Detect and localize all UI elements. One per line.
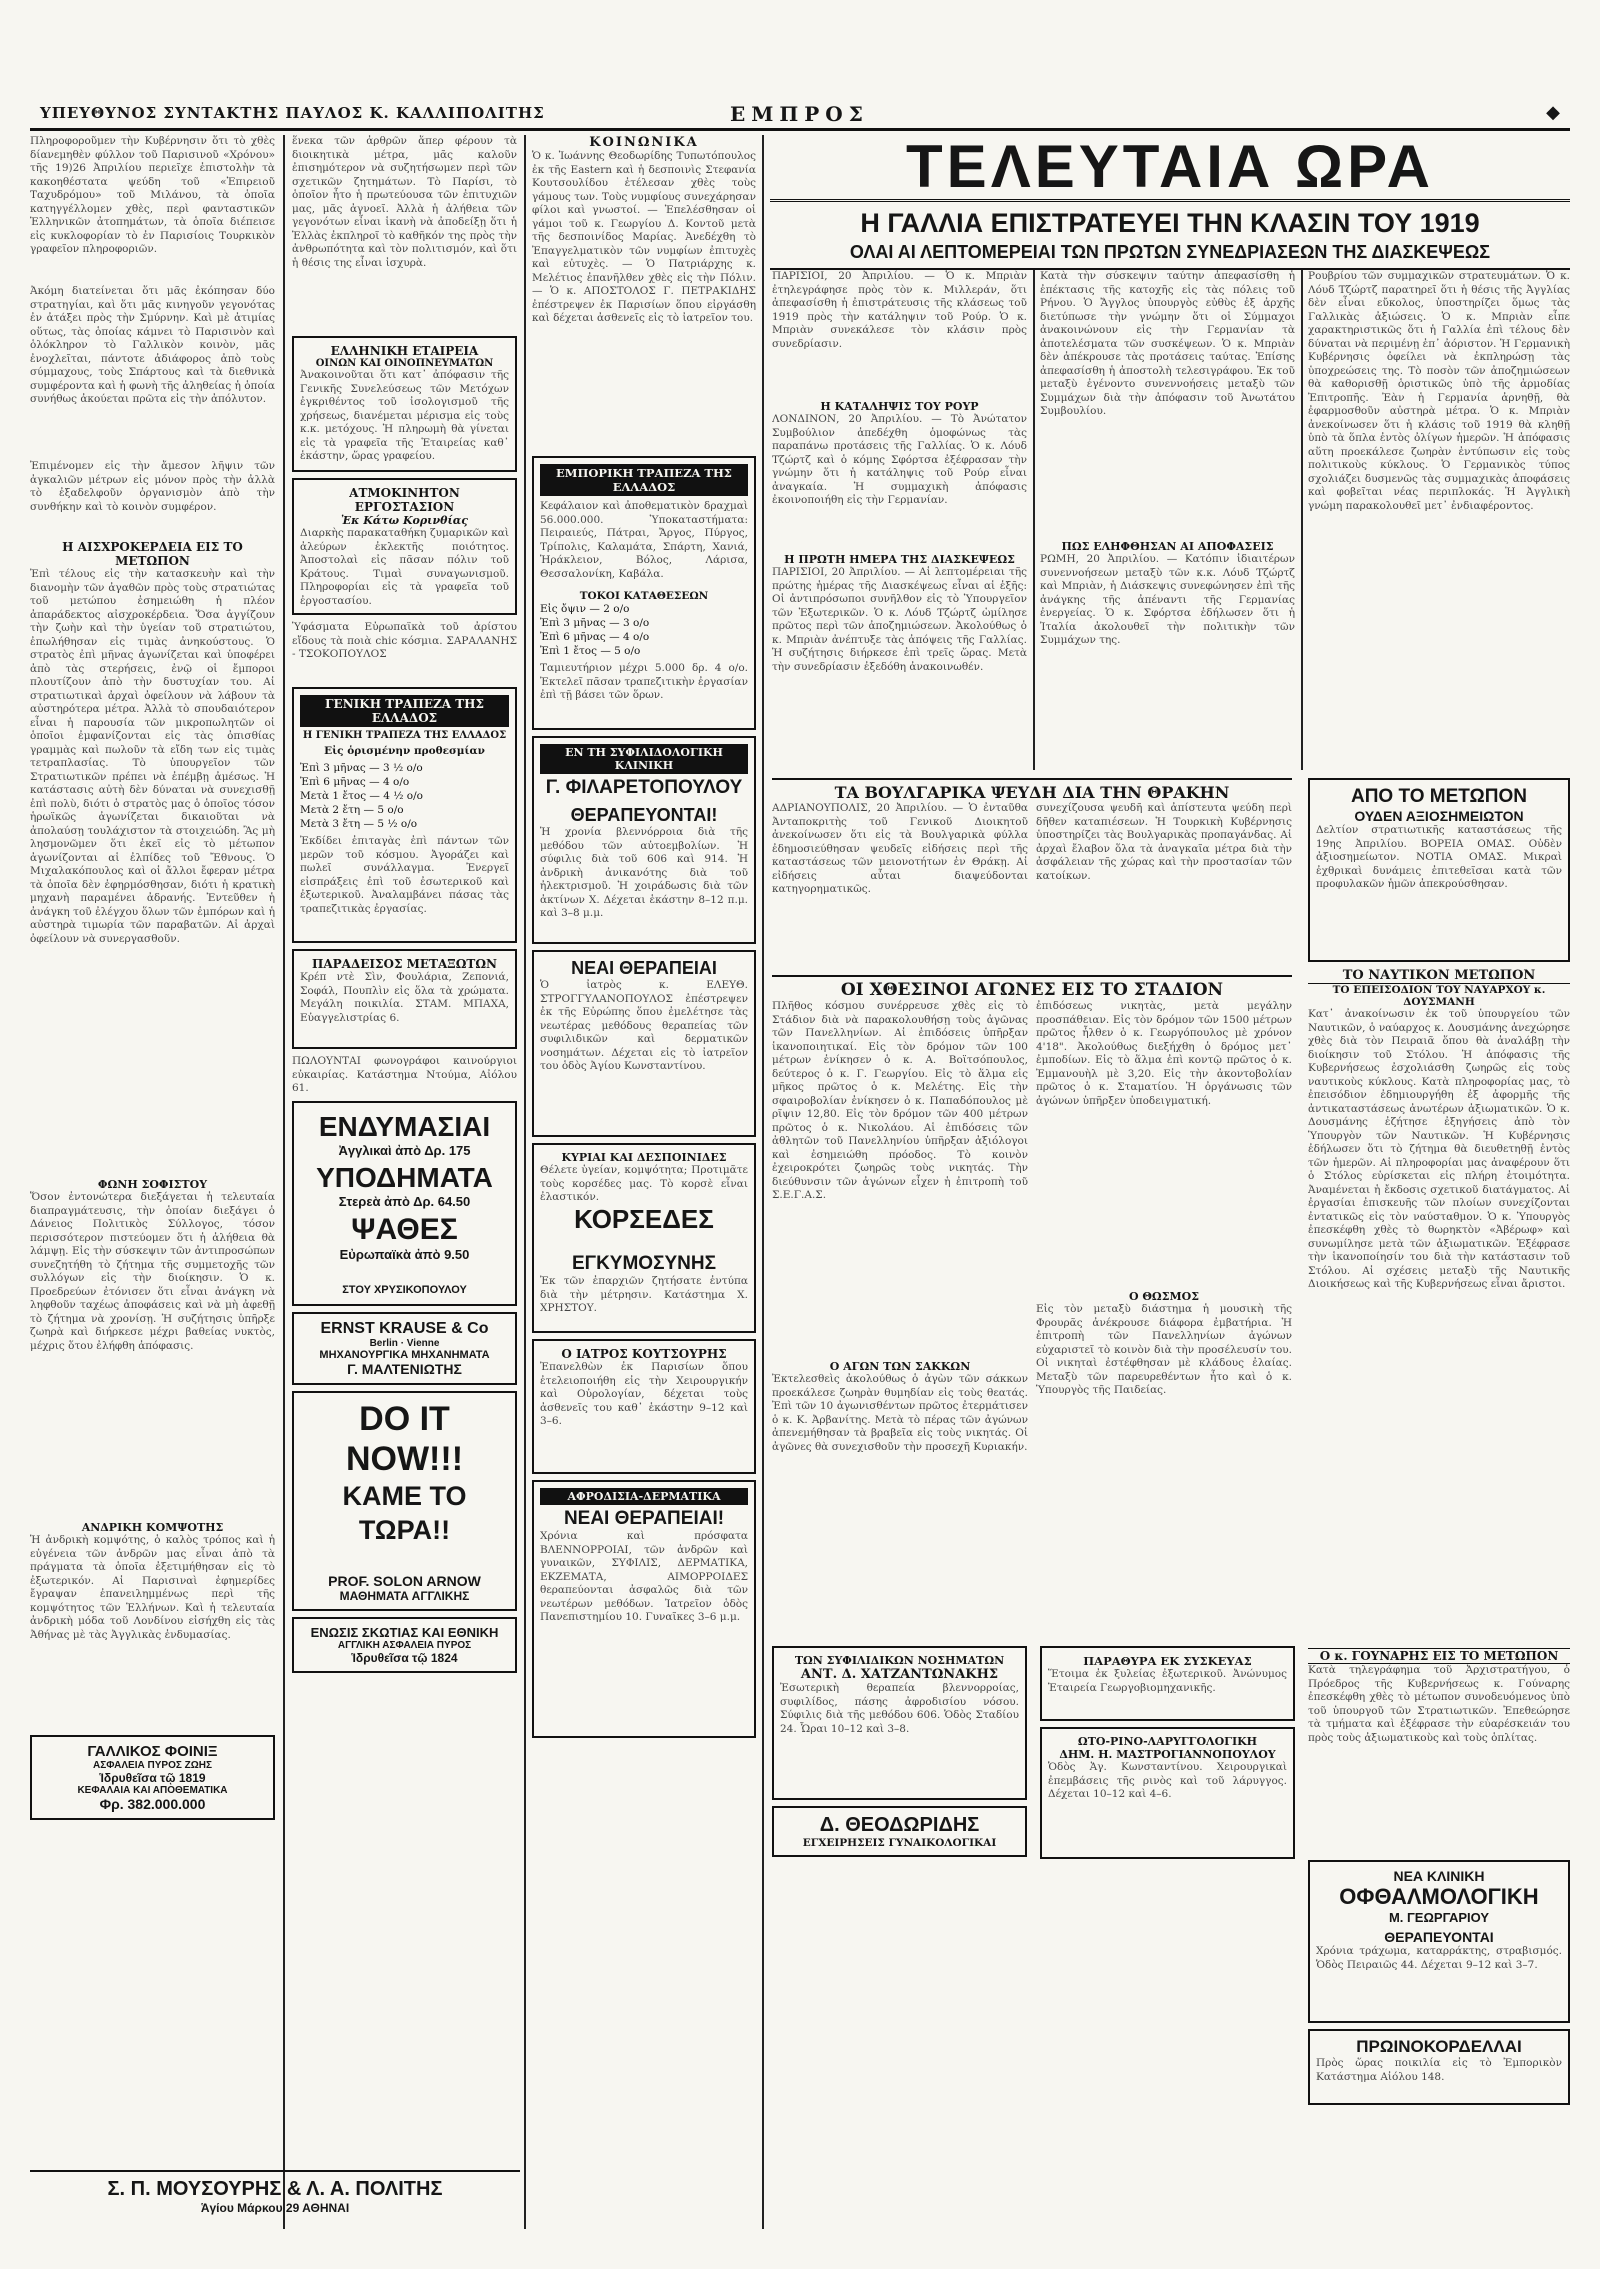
- ad-title: ΠΑΡΑΘΥΡΑ ΕΚ ΣΥΣΚΕΥΑΣ: [1083, 1654, 1252, 1668]
- bank-text: Κεφάλαιον καὶ ἀποθεματικὸν δραχμαὶ 56.000.000. Ὑποκαταστήματα: Πειραιεύς, Πάτραι, Ἄργος, Πύργος, Τρίπολις, Καλαμάτα, Σπάρτη, Χανιά, Ἡράκλειον, Βόλος, Λάρισα, Θεσσαλονίκη, Καβάλα.: [540, 500, 748, 580]
- paper-title: ΕΜΠΡΟΣ: [730, 102, 869, 126]
- bank-title: ΕΜΠΟΡΙΚΗ ΤΡΑΠΕΖΑ ΤΗΣ ΕΛΛΑΔΟΣ: [540, 464, 748, 496]
- ad-text: Ἕτοιμα ἐκ ξυλείας ἐξωτερικοῦ. Ἀνώνυμος Ἑταιρεία Γεωργοβιομηχανικῆς.: [1048, 1668, 1287, 1694]
- ad-ophthalmology: [1308, 1860, 1570, 2023]
- article-text: Ἐπὶ τέλους εἰς τὴν κατασκευὴν καὶ τὴν διανομὴν τῶν ἀγαθῶν πρὸς τοὺς στρατιώτας τοῦ μετώπου ἐσημειώθη ἡ πλέον ἀπαράδεκτος αἰσχροκέρδεια. Ὅσα ἀγγίζουν τὴν ζωὴν καὶ τὴν ὑγείαν τοῦ στρατιώτου, ἐπωλήθησαν εἰς τιμὰς ἀνηκούστους. Ὁ στρατὸς ἐπὶ μῆνας ἀγωνίζεται καὶ ὑποφέρει ἀπὸ τὰς στερήσεις, ἐνῷ οἱ ἔμποροι πλουτίζουν ἀπὸ τὴν δυστυχίαν του. Αἱ στρατιωτικαὶ ἀρχαὶ ὀφείλουν νὰ λάβουν τὰ αὐστηρότερα μέτρα. Ἀλλὰ τὸ σπουδαιότερον εἶναι ἡ παρουσία τῶν μικροπωλητῶν οἱ ὁποῖοι ἐμφανίζονται εἰς τὰς ὀπισθίας γραμμὰς καὶ πωλοῦν τὰ εἴδη των εἰς τιμὰς τετραπλασίας. Τὸ ὑπουργεῖον τῶν Στρατιωτικῶν πρέπει νὰ ἐπέμβῃ ἀμέσως. Ἡ κατάστασις αὐτὴ δὲν δύναται νὰ συνεχισθῇ ἐπὶ πολὺ, διότι ὁ στρατὸς μας ὁ ὁποῖος τόσον ἡρωϊκῶς ἀγωνίζεται δικαιοῦται νὰ ἀπολαύσῃ τουλάχιστον τὰ στοιχειώδη. Ἂς μὴ λησμονῶμεν ὅτι ἐκεῖ εἰς τὸ μέτωπον ἀγωνίζονται αἱ ἐλπίδες τοῦ Ἔθνους. Ὁ Μιχαλακόπουλος καὶ οἱ ἄλλοι ἔφεραν μέτρα τὰ ὁποῖα δὲν ἐφηρμόσθησαν, διότι ἡ κρατικὴ μηχανὴ παραμένει ἀδρανής. Ἐντεῦθεν ἡ ἀνάγκη τοῦ ἐλέγχου ὅλων τῶν ἐμπόρων καὶ ἡ αὐστηρὰ τιμωρία τῶν παραβατῶν. Αἱ ἀρχαὶ ὀφείλουν νὰ συνεργασθοῦν.: [30, 568, 275, 945]
- ad-caption: ΘΕΡΑΠΕΥΟΝΤΑΙ: [1384, 1929, 1494, 1945]
- ad-headline: ΠΡΩΙΝΟΚΟΡΔΕΛΛΑΙ: [1356, 2037, 1522, 2056]
- ad-headline: ΥΠΟΔΗΜΑΤΑ: [316, 1162, 493, 1193]
- ad-headline: DO IT NOW!!!: [345, 1400, 464, 1478]
- rate-row: Μετὰ 1 ἔτος — 4 ½ ο/ο: [300, 790, 423, 802]
- ad-year: Ἱδρυθεῖσα τῷ 1819: [99, 1771, 206, 1785]
- interest-row: Ἐπὶ 6 μῆνας — 4 ο/ο: [540, 631, 650, 643]
- clinic-text: Ἡ χρονία βλεννόρροια διὰ τῆς μεθόδου τῶν αὐτοεμβολίων. Ἡ σύφιλις διὰ τοῦ 606 καὶ 914. Ἡ ἀνδρικὴ ἀνικανότης διὰ τοῦ ἠλεκτρισμοῦ. Ἡ χοιράδωσις διὰ τῶν ἀκτίνων Χ. Δέχεται ἑκάστην 8–12 π.μ. καὶ 3–8 μ.μ.: [540, 826, 748, 919]
- section-heading: ΑΠΟ ΤΟ ΜΕΤΩΠΟΝ: [1350, 786, 1528, 807]
- rate-row: Ἐπὶ 3 μῆνας — 3 ½ ο/ο: [300, 762, 423, 774]
- bulgarian-article: [772, 778, 1292, 972]
- bank-title: ΓΕΝΙΚΗ ΤΡΑΠΕΖΑ ΤΗΣ ΕΛΛΑΔΟΣ: [300, 695, 509, 727]
- ad-subtitle: ΕΓΧΕΙΡΗΣΕΙΣ ΓΥΝΑΙΚΟΛΟΓΙΚΑΙ: [802, 1837, 997, 1849]
- ad-doctor: ΔΗΜ. Η. ΜΑΣΤΡΟΓΙΑΝΝΟΠΟΥΛΟΥ: [1059, 1748, 1276, 1761]
- ad-commercial-bank: [532, 456, 756, 730]
- ad-syphilis-clinic: [532, 736, 756, 944]
- ad-text: Ἐπανελθὼν ἐκ Παρισίων ὅπου ἐτελειοποιήθη εἰς τὴν Χειρουργικήν καὶ Οὐρολογίαν, δέχεται τοὺς ἀσθενεῖς του καθ᾽ ἑκάστην 9–12 καὶ 3–6.: [540, 1361, 748, 1427]
- ad-text: Ἐκ τῶν ἐπαρχιῶν ζητήσατε ἐντύπα διὰ τὴν μέτρησιν. Κατάστημα Χ. ΧΡΗΣΤΟΥ.: [540, 1275, 748, 1314]
- ad-headline: ΝΕΑΙ ΘΕΡΑΠΕΙΑΙ!: [563, 1508, 725, 1529]
- article-text: Κατὰ τηλεγράφημα τοῦ Ἀρχιστρατήγου, ὁ Πρόεδρος τῆς Κυβερνήσεως κ. Γούναρης ἐπεσκέφθη χθὲς τὸ μέτωπον συνοδευόμενος ὑπὸ τοῦ ὑπουργοῦ τῶν Στρατιωτικῶν. Ἐπεθεώρησε τὰ τμήματα καὶ ἐξέφρασε τὴν εὐαρέσκειάν του πρὸς τοὺς ἀξιωματικοὺς καὶ τοὺς ὁπλίτας.: [1308, 1664, 1570, 1744]
- ad-steam-factory: [292, 478, 517, 615]
- ad-price: Εὐρωπαϊκὰ ἀπὸ 9.50: [339, 1247, 470, 1262]
- article-text: Κατ᾽ ἀνακοίνωσιν ἐκ τοῦ ὑπουργείου τῶν Ναυτικῶν, ὁ ναύαρχος κ. Δουσμάνης ἀνεχώρησε χθὲς διὰ τὸν Πειραιᾶ ὅπου θὰ ἀναλάβῃ τὴν διοίκησιν τοῦ Στόλου. Ἡ ἀπόφασις τῆς Κυβερνήσεως ἐσχολιάσθη ζωηρῶς εἰς τοὺς ναυτικοὺς κύκλους. Κατὰ πληροφορίας μας, τὸ ἐπεισόδιον ἐδημιουργήθη ἐξ ἀφορμῆς τῆς ἀντικαταστάσεως ἀνωτέρων ἀξιωματικῶν. Ὁ κ. Δουσμάνης ἐζήτησε ἐξηγήσεις ἀπὸ τὸν Ὑπουργὸν τῶν Ναυτικῶν. Ἡ Κυβέρνησις ἐδήλωσεν ὅτι τὸ ζήτημα θὰ διευθετηθῇ ἐντὸς τῶν ἡμερῶν. Αἱ πληροφορίαι μας ἀναφέρουν ὅτι ὁ Στόλος εὑρίσκεται εἰς πλήρη ἑτοιμότητα. Ἀναμένεται ἡ ἔκδοσις σχετικοῦ διατάγματος. Αἱ ἐργασίαι ἐπισκευῆς τῶν πλοίων συνεχίζονται ἐντατικῶς εἰς τὸν ναύσταθμον. Ὁ κ. Ὑπουργὸς ἐπεσκέφθη χθὲς τὸ θωρηκτὸν «Ἀβέρωφ» καὶ συνωμίλησε μετὰ τῶν ἀξιωματικῶν. Ἐξέφρασε τὴν ἱκανοποίησίν του διὰ τὴν κατάστασιν τοῦ Στόλου. Αἱ σχέσεις μεταξὺ τῆς Ναυτικῆς Διοικήσεως καὶ τῆς Κυβερνήσεως εἶναι ἄριστοι.: [1308, 1008, 1570, 1290]
- column-rule: [762, 135, 764, 2229]
- ad-subject: ΜΑΘΗΜΑΤΑ ΑΓΓΛΙΚΗΣ: [339, 1589, 470, 1603]
- rates-list: [300, 761, 509, 831]
- ad-clothing: [292, 1101, 517, 1306]
- news-col-5: [1040, 270, 1295, 770]
- column-1: [30, 135, 275, 2229]
- interest-row: Εἰς ὄψιν — 2 ο/ο: [540, 603, 630, 615]
- ad-subtitle: ΟΙΝΩΝ ΚΑΙ ΟΙΝΟΠΝΕΥΜΑΤΩΝ: [315, 358, 494, 369]
- editor-line: ΥΠΕΥΘΥΝΟΣ ΣΥΝΤΑΚΤΗΣ ΠΑΥΛΟΣ Κ. ΚΑΛΛΙΠΟΛΙΤΗΣ: [40, 104, 545, 122]
- ad-silk-paradise: [292, 949, 517, 1049]
- ad-price: Ἀγγλικαὶ ἀπὸ Δρ. 175: [338, 1143, 471, 1158]
- banner-title: ΤΕΛΕΥΤΑΙΑ ΩΡΑ: [770, 135, 1570, 202]
- section-heading: Ο ΑΓΩΝ ΤΩΝ ΣΑΚΚΩΝ: [829, 1360, 971, 1373]
- article-text: ἐπιδόσεως νικητὰς, μετὰ μεγάλην προσπάθειαν. Εἰς τὸν δρόμον τῶν 1500 μέτρων πρῶτος ἦλθεν ὁ κ. Γεωργόπουλος μὲ χρόνον 4'18". Ἀκολούθως διεξήχθη ὁ δρόμος μετ᾽ ἐμποδίων. Εἰς τὸ ἅλμα ἐπὶ κοντῷ πρῶτος ὁ κ. Ἐμμανουὴλ μὲ 3,20. Εἰς τὴν ἀκοντοβολίαν πρῶτος ὁ κ. Σταματίου. Ἡ ὀργάνωσις τῶν ἀγώνων ὑπῆρξεν ὑποδειγματική.: [1036, 1000, 1292, 1107]
- ad-caption: ΜΗΧΑΝΟΥΡΓΙΚΑ ΜΗΧΑΝΗΜΑΤΑ: [319, 1349, 490, 1361]
- article-text: Ἡ ἀνδρικὴ κομψότης, ὁ καλὸς τρόπος καὶ ἡ εὐγένεια τῶν ἀνδρῶν μας εἶναι ἀπὸ τὰ πράγματα τὰ ὁποῖα ἐξετιμήθησαν εἰς τὸ ἐξωτερικόν. Αἱ Παρισιναὶ ἐφημερίδες ἔγραψαν ἐπανειλημμένως περὶ τῆς κομψότητος τῶν Ἑλλήνων. Καὶ ἡ τελευταία ἀνδρικὴ μόδα τοῦ Λονδίνου εἰσήχθη εἰς τὰς Ἀθήνας μὲ τὰς Ἀγγλικὰς ἐνδυμασίας.: [30, 1534, 275, 1641]
- ad-box: [772, 1646, 1027, 1800]
- ad-doctor: ΑΝΤ. Δ. ΧΑΤΖΑΝΤΩΝΑΚΗΣ: [800, 1667, 999, 1682]
- ad-title: ΕΛΛΗΝΙΚΗ ΕΤΑΙΡΕΙΑ: [330, 344, 479, 358]
- news-col-4: [772, 270, 1027, 770]
- ad-text: Πρὸς ὥρας ποικιλία εἰς τὸ Ἐμπορικὸν Κατάστημα Αἰόλου 148.: [1316, 2057, 1562, 2083]
- ad-teacher: PROF. SOLON ARNOW: [328, 1573, 481, 1589]
- section-subheading: ΤΟ ΕΠΕΙΣΟΔΙΟΝ ΤΟΥ ΝΑΥΑΡΧΟΥ κ. ΔΟΥΣΜΑΝΗ: [1332, 984, 1546, 1008]
- article-text: Ἐπιμένομεν εἰς τὴν ἄμεσον λῆψιν τῶν ἀγκαλιῶν μέτρων εἰς μόνον πρὸς τὴν ἀλλὰ τὸ ἐξαδελφοῦν ὀργανισμὸν ἀπὸ τὴν συνθήκην καὶ τὸ κοινὸν συμφέρον.: [30, 460, 275, 513]
- ad-do-it-now: [292, 1391, 517, 1611]
- bank-text: Ταμιευτήριον μέχρι 5.000 δρ. 4 ο/ο. Ἐκτελεῖ πᾶσαν τραπεζιτικὴν ἐργασίαν ἐπὶ τῇ βάσει τῶν ὅρων.: [540, 662, 748, 701]
- ad-ribbons: [1308, 2029, 1570, 2105]
- ad-shop: ΣΤΟΥ ΧΡΥΣΙΚΟΠΟΥΛΟΥ: [342, 1284, 467, 1296]
- ad-text: Κρέπ ντὲ Σὶν, Φουλάρια, Ζεπονιά, Σοφάλ, Πουπλὶν εἰς ὅλα τὰ χρώματα. Μεγάλη ποικιλία. ΣΤΑΜ. ΜΠΑΧΑ, Εὐαγγελιστρίας 6.: [300, 971, 509, 1024]
- ad-title: ΑΤΜΟΚΙΝΗΤΟΝ ΕΡΓΟΣΤΑΣΙΟΝ: [349, 486, 460, 514]
- column-rule: [524, 135, 526, 2229]
- masthead: [30, 102, 1570, 131]
- ad-title: ΕΝΩΣΙΣ ΣΚΩΤΙΑΣ ΚΑΙ ΕΘΝΙΚΗ: [310, 1625, 499, 1640]
- main-headline: Η ΓΑΛΛΙΑ ΕΠΙΣΤΡΑΤΕΥΕΙ ΤΗΝ ΚΛΑΣΙΝ ΤΟΥ 1919: [860, 208, 1480, 238]
- ad-headline: ΝΕΑΙ ΘΕΡΑΠΕΙΑΙ: [571, 958, 717, 978]
- rates-heading: Εἰς ὁρισμένην προθεσμίαν: [324, 745, 485, 757]
- article-text: ΡΩΜΗ, 20 Ἀπριλίου. — Κατόπιν ἰδιαιτέρων συνεννοήσεων μεταξὺ τῶν κ.κ. Λόυδ Τζώρτζ καὶ Μπριὰν, ἡ Διάσκεψις συνεφώνησεν ἐπὶ τῆς ἀνάγκης τῆς ἀπέναντι τῆς Γερμανίας ἐνεργείας. Ὁ κ. Σφόρτσα ἐδήλωσεν ὅτι ἡ Ἰταλία ἀκολουθεῖ τὴν πολιτικὴν τῶν Συμμάχων της.: [1040, 553, 1295, 646]
- interest-row: Ἐπὶ 1 ἔτος — 5 ο/ο: [540, 645, 641, 657]
- section-heading: ΟΙ ΧΘΕΣΙΝΟΙ ΑΓΩΝΕΣ ΕΙΣ ΤΟ ΣΤΑΔΙΟΝ: [840, 980, 1224, 1000]
- ad-windows: [1040, 1646, 1295, 1721]
- ad-title: ΠΑΡΑΔΕΙΣΟΣ ΜΕΤΑΞΩΤΩΝ: [311, 957, 498, 971]
- ad-text: Θέλετε ὑγείαν, κομψότητα; Προτιμᾶτε τοὺς κορσέδες μας. Τὸ κορσὲ εἶναι ἐλαστικόν.: [540, 1164, 748, 1203]
- ad-doctor: Δ. ΘΕΟΔΩΡΙΔΗΣ: [819, 1814, 980, 1836]
- section-heading: ΦΩΝΗ ΣΟΦΙΣΤΟΥ: [97, 1178, 208, 1191]
- article-text: ΠΑΡΙΣΙΟΙ, 20 Ἀπριλίου. — Ὁ κ. Μπριὰν ἐτηλεγράφησε πρὸς τὸν κ. Μιλλεράν, ὅτι ἀπεφασίσθη ἡ ἐπιστράτευσις τῆς κλάσεως τοῦ 1919 πρὸς τὴν κατάληψιν τοῦ Ρούρ. Ὁ κ. Μπριὰν συνεκάλεσε τὸν κλάσιν πρὸς συνεδρίασιν.: [772, 270, 1027, 350]
- article-text: Ἀκόμη διατείνεται ὅτι μᾶς ἐκόπησαν δύο στρατηγίαι, καὶ ὅτι μᾶς κινηγοῦν γεγονότας ἐν ἀτάξει πρὸς τὴν Σμύρνην. Καὶ μὲ ἀτιμίας οὕτως, τὰς ὁποίας κάμνει τὸ Παρισινὸν καὶ ὁλόκληρον τὸ Γαλλικὸν κοινὸν, μᾶς ἐνοχλεῖται, πάντοτε ἀδιάφορος ἀπὸ τοὺς σύμμαχους, τοὺς Σπάρτους καὶ τὰ διεθνικὰ συμφέροντα καὶ ἡ φωνὴ τῆς ἀληθείας ἡ ὁποία συνήθως ἀκούεται πρῶτα εἰς τὴν ἀπόλυτον.: [30, 285, 275, 405]
- ad-subtitle: ΚΥΡΙΑΙ ΚΑΙ ΔΕΣΠΟΙΝΙΔΕΣ: [561, 1151, 727, 1164]
- section-heading: Ο κ. ΓΟΥΝΑΡΗΣ ΕΙΣ ΤΟ ΜΕΤΩΠΟΝ: [1308, 1648, 1570, 1664]
- ad-title: ERNST KRAUSE & Co: [320, 1320, 489, 1337]
- section-heading: ΤΑ ΒΟΥΛΓΑΡΙΚΑ ΨΕΥΔΗ ΔΙΑ ΤΗΝ ΘΡΑΚΗΝ: [834, 783, 1230, 802]
- column-2: [292, 135, 517, 2229]
- ad-theodoridis: [772, 1806, 1027, 1857]
- section-heading: ΤΟ ΝΑΥΤΙΚΟΝ ΜΕΤΩΠΟΝ: [1308, 968, 1570, 984]
- article-text: Πλῆθος κόσμου συνέρρευσε χθὲς εἰς τὸ Στάδιον διὰ νὰ παρακολουθήσῃ τοὺς ἀγῶνας τῶν Πανελληνίων. Αἱ ἐπιδόσεις ὑπῆρξαν ἱκανοποιητικαί. Εἰς τὸν δρόμον τῶν 100 μέτρων ἐνίκησεν ὁ κ. Α. Βοϊτσόπουλος, δεύτερος ὁ κ. Γ. Γεωργίου. Εἰς τὸ ἅλμα εἰς μῆκος πρῶτος ὁ κ. Μελέτης. Εἰς τὴν σφαιροβολίαν ἐνίκησεν ὁ κ. Παπαδόπουλος μὲ ρῖψιν 12,80. Εἰς τὸν δρόμον τῶν 400 μέτρων πρῶτος ὁ κ. Νικολάου. Αἱ ἐπιδόσεις τῶν ἀθλητῶν τοῦ Πανελληνίου ὑπῆρξαν ἀξιόλογοι καὶ ἐσημειώθη πρόοδος. Τὸ κοινὸν ἐχειροκρότει ζωηρῶς τοὺς νικητάς. Τὴν διεύθυνσιν τῶν ἀγώνων εἶχεν ἡ ἐπιτροπὴ τοῦ Σ.Ε.Γ.Α.Σ.: [772, 1000, 1028, 1201]
- ad-doctor: Μ. ΓΕΩΡΓΑΡΙΟΥ: [1388, 1910, 1490, 1925]
- ad-new-therapies: [532, 950, 756, 1137]
- section-heading: ΠΩΣ ΕΛΗΦΘΗΣΑΝ ΑΙ ΑΠΟΦΑΣΕΙΣ: [1061, 540, 1274, 553]
- ad-oto-clinic: [1040, 1727, 1295, 1859]
- late-news-section: [770, 135, 1570, 270]
- article-text: ἕνεκα τῶν ἀρθρῶν ἅπερ φέρουν τὰ διοικητικὰ μέτρα, μᾶς καλοῦν ἐπισημότερον νὰ συζητήσωμεν περὶ τῶν σχετικῶν ζητημάτων. Τὸ Παρίσι, τὸ ὁποῖον ἦτο ἡ πρωτεύουσα τῶν ἐπιτυχιῶν μας, μᾶς ἀγνοεῖ. Ἀλλὰ ἡ ἀλήθεια τῶν γεγονότων εἶναι ἱκανὴ νὰ ἀποδείξῃ ὅτι ἡ Ἑλλὰς ἐκπληροῖ τὸ καθῆκόν της πρὸς τὴν ἀνθρωπότητα καὶ τὸν πολιτισμόν, καὶ ὅτι ἡ θέσις της εἶναι ἰσχυρὰ.: [292, 135, 517, 269]
- ad-headline: ΚΟΡΣΕΔΕΣ: [574, 1204, 714, 1234]
- column-3: [532, 135, 756, 2229]
- ad-title: ΩΤΟ-ΡΙΝΟ-ΛΑΡΥΓΓΟΛΟΓΙΚΗ: [1077, 1735, 1258, 1748]
- interest-row: Ἐπὶ 3 μῆνας — 3 ο/ο: [540, 617, 650, 629]
- news-col-6: [1308, 270, 1570, 770]
- ad-headline: ΕΝΔΥΜΑΣΙΑΙ: [318, 1111, 491, 1142]
- column-rule: [283, 135, 285, 2229]
- stadium-article: [772, 975, 1292, 1603]
- agents-banner: [30, 2170, 520, 2215]
- bank-subtitle: Η ΓΕΝΙΚΗ ΤΡΑΠΕΖΑ ΤΗΣ ΕΛΛΑΔΟΣ: [302, 730, 507, 741]
- ad-subtitle: Ἐκ Κάτω Κορινθίας: [341, 514, 468, 527]
- clinic-headline: ΘΕΡΑΠΕΥΟΝΤΑΙ!: [570, 805, 718, 825]
- ad-headline: Ο ΙΑΤΡΟΣ ΚΟΥΤΣΟΥΡΗΣ: [561, 1347, 727, 1361]
- ad-wine-company: [292, 336, 517, 472]
- ad-headline: ΟΦΘΑΛΜΟΛΟΓΙΚΗ: [1339, 1884, 1539, 1909]
- ad-text: Χρόνια τράχωμα, καταρράκτης, στραβισμός. Ὁδὸς Πειραιῶς 44. Δέχεται 9–12 καὶ 3–7.: [1316, 1945, 1562, 1971]
- interest-list: [540, 602, 748, 658]
- ad-title: ΤΩΝ ΣΥΦΙΛΙΔΙΚΩΝ ΝΟΣΗΜΑΤΩΝ: [794, 1654, 1005, 1667]
- main-subhead: ΟΛΑΙ ΑΙ ΛΕΠΤΟΜΕΡΕΙΑΙ ΤΩΝ ΠΡΩΤΩΝ ΣΥΝΕΔΡΙΑΣΕΩΝ ΤΗΣ ΔΙΑΣΚΕΨΕΩΣ: [770, 240, 1570, 270]
- ad-headline: ΕΓΚΥΜΟΣΥΝΗΣ: [571, 1253, 716, 1274]
- ad-year: Ἱδρυθεῖσα τῷ 1824: [351, 1651, 458, 1665]
- clinic-title: ΕΝ ΤΗ ΣΥΦΙΛΙΔΟΛΟΓΙΚΗ ΚΛΙΝΙΚΗ: [540, 744, 748, 774]
- interest-heading: ΤΟΚΟΙ ΚΑΤΑΘΕΣΕΩΝ: [579, 590, 709, 602]
- ad-doctor-koutsouris: [532, 1339, 756, 1474]
- article-text: Ὁ κ. Ἰωάννης Θεοδωρίδης Τυπωτόπουλος ἐκ τῆς Eastern καὶ ἡ δεσποινὶς Στεφανία Κουτσουλίδου ἐτέλεσαν χθὲς τοὺς γάμους των. Τοὺς νυμφίους συνεχάρησαν φίλοι καὶ γνωστοί. — Ἐπελέσθησαν οἱ γάμοι τοῦ κ. Γεωργίου Δ. Κοντοῦ μετὰ τῆς δεσποινίδος Μαρίας. Ἀνεδέχθη τὸ Ἐπαγγελματικὸν τῶν νυμφίων ἐπιτυχὲς καὶ εὐτυχὲς. — Ὁ Πατριάρχης κ. Μελέτιος ἐπανῆλθεν χθὲς εἰς τὴν Πόλιν. — Ὁ κ. ΑΠΟΣΤΟΛΟΣ Γ. ΠΕΤΡΑΚΙΔΗΣ ἐπέστρεψεν ἐκ Παρισίων ὅπου εἰργάσθη καὶ δέχεται ἀσθενεῖς εἰς τὸ ἰατρεῖον του.: [532, 150, 756, 324]
- ad-text: Ὁ ἰατρὸς κ. ΕΛΕΥΘ. ΣΤΡΟΓΓΥΛΑΝΟΠΟΥΛΟΣ ἐπέστρεψεν ἐκ τῆς Εὐρώπης ὅπου ἐμελέτησε τὰς νεωτέρας μεθόδους θεραπείας τῶν συφιλιδικῶν καὶ δερματικῶν νοσημάτων. Δέχεται εἰς τὸ ἰατρεῖον του ὁδὸς Ἀγίου Κωνσταντίνου.: [540, 979, 748, 1072]
- bank-text: Ἐκδίδει ἐπιταγὰς ἐπὶ πάντων τῶν μερῶν τοῦ κόσμου. Ἀγοράζει καὶ πωλεῖ συνάλλαγμα. Ἐνεργεῖ εἰσπράξεις ἐπὶ τοῦ ἐσωτερικοῦ καὶ ἐξωτερικοῦ. Ἀναλαμβάνει πάσας τὰς τραπεζιτικὰς ἐργασίας.: [300, 835, 509, 915]
- ad-headline: ΚΑΜΕ ΤΟ ΤΩΡΑ!!: [342, 1481, 467, 1545]
- article-text: ΠΑΡΙΣΙΟΙ, 20 Ἀπριλίου. — Αἱ λεπτομέρειαι τῆς πρώτης ἡμέρας τῆς Διασκέψεως εἶναι αἱ ἑξῆς: Οἱ ἀντιπρόσωποι συνῆλθον εἰς τὸ Ὑπουργεῖον τῶν Ἐξωτερικῶν. Ὁ κ. Λόυδ Τζώρτζ ὡμίλησε πρῶτος περὶ τῶν ἀποζημιώσεων. Ἀκολούθως ὁ κ. Μπριὰν ἀνέπτυξε τὰς ἀπόψεις τῆς Γαλλίας. Ἡ συζήτησις διήρκεσε ἐπὶ τρεῖς ὥρας. Μετὰ τὴν συνεδρίασιν ἐξεδόθη ἀνακοινωθέν.: [772, 566, 1027, 673]
- clinic-doctor: Γ. ΦΙΛΑΡΕΤΟΠΟΥΛΟΥ: [545, 777, 743, 798]
- section-heading: ΑΝΔΡΙΚΗ ΚΟΜΨΟΤΗΣ: [81, 1521, 224, 1534]
- ad-subtitle: ΑΣΦΑΛΕΙΑ ΠΥΡΟΣ ΖΩΗΣ: [93, 1760, 212, 1771]
- article-text: Κατὰ τὴν σύσκεψιν ταύτην ἀπεφασίσθη ἡ ἐπέκτασις τῆς κατοχῆς εἰς τὰς πόλεις τοῦ Ρήνου. Ὁ Ἄγγλος ὑπουργὸς εὐθὺς ἐξ ἀρχῆς διετύπωσε τὴν γνώμην ὅτι οἱ Σύμμαχοι ἀνακοινώνουν εἰς τὴν Γερμανίαν τὰ ἀποτελέσματα τῶν συσκέψεων. Ὁ κ. Μπριὰν δὲν ἀπέκρουσε τὰς προτάσεις ταύτας. Ἐπίσης ἀπεφασίσθη ἡ ἀποστολὴ τελεσιγράφου. Ἐκ τοῦ μεταξὺ ἐγένοντο συνεννοήσεις μεταξὺ τῶν Συμμάχων διὰ τὴν ἀπόφασιν τοῦ Ἀνωτάτου Συμβουλίου.: [1040, 270, 1295, 417]
- ad-text: Ἐσωτερικὴ θεραπεία βλεννορροίας, συφιλίδος, πάσης ἀφροδισίου νόσου. Σύφιλις διὰ τῆς μεθόδου 606. Ὁδὸς Σταδίου 24. Ὧραι 10–12 καὶ 3–8.: [780, 1682, 1019, 1735]
- ad-agent: Γ. ΜΑΛΤΕΝΙΩΤΗΣ: [347, 1361, 462, 1377]
- agents-address: Ἁγίου Μάρκου 29 ΑΘΗΝΑΙ: [200, 2201, 350, 2215]
- ad-venereal: [532, 1480, 756, 1738]
- ad-title: ΓΑΛΛΙΚΟΣ ΦΟΙΝΙΞ: [87, 1743, 218, 1760]
- section-heading: Η ΚΑΤΑΛΗΨΙΣ ΤΟΥ ΡΟΥΡ: [820, 400, 979, 413]
- ad-caption: ΚΕΦΑΛΑΙΑ ΚΑΙ ΑΠΟΘΕΜΑΤΙΚΑ: [77, 1785, 228, 1796]
- article-text: ΠΩΛΟΥΝΤΑΙ φωνογράφοι καινούργιοι εὐκαιρίας. Κατάστημα Ντούμα, Αἰόλου 61.: [292, 1055, 517, 1094]
- section-heading: Η ΑΙΣΧΡΟΚΕΡΔΕΙΑ ΕΙΣ ΤΟ ΜΕΤΩΠΟΝ: [62, 540, 243, 568]
- ad-title: ΑΦΡΟΔΙΣΙΑ-ΔΕΡΜΑΤΙΚΑ: [540, 1488, 748, 1505]
- section-heading: Η ΠΡΩΤΗ ΗΜΕΡΑ ΤΗΣ ΔΙΑΣΚΕΨΕΩΣ: [784, 553, 1015, 566]
- article-text: Εἰς τὸν μεταξὺ διάστημα ἡ μουσικὴ τῆς Φρουρᾶς ἀνέκρουσε διάφορα ἐμβατήρια. Ἡ ἐπιτροπὴ τῶν Πανελληνίων ἀγώνων εὐχαριστεῖ τὸ κοινὸν διὰ τὴν προσέλευσίν του. Οἱ νικηταὶ ἐστέφθησαν μὲ κλάδους ἐλαίας. Μεταξὺ τῶν παρευρεθέντων ἦτο καὶ ὁ κ. Ὑπουργὸς τῆς Παιδείας.: [1036, 1303, 1292, 1396]
- ad-phoenix: [30, 1735, 275, 1820]
- ad-krause: [292, 1312, 517, 1385]
- page-ornament: ◆: [1546, 102, 1560, 123]
- ad-price: Στερεὰ ἀπὸ Δρ. 64.50: [338, 1194, 471, 1209]
- column-rule: [1301, 270, 1303, 770]
- article-text: Ἐκτελεσθεὶς ἀκολούθως ὁ ἀγὼν τῶν σάκκων προεκάλεσε ζωηρὰν θυμηδίαν εἰς τοὺς θεατάς. Ἐπὶ τῶν 10 ἀγωνισθέντων πρῶτος ἐτερμάτισεν ὁ κ. Κ. Ἀρβανίτης. Μετὰ τὸ πέρας τῶν ἀγώνων ἀπενεμήθησαν τὰ βραβεῖα εἰς τοὺς νικητάς. Οἱ ἀγῶνες θὰ συνεχισθοῦν τὴν προσεχῆ Κυριακήν.: [772, 1373, 1028, 1453]
- ad-subtitle: Berlin · Vienne: [369, 1338, 440, 1349]
- rate-row: Μετὰ 2 ἔτη — 5 ο/ο: [300, 804, 404, 816]
- ad-windows-oto: [1040, 1640, 1295, 1865]
- section-heading: Ο ΘΩΣΜΟΣ: [1128, 1290, 1200, 1303]
- ad-amount: Φρ. 382.000.000: [99, 1796, 206, 1812]
- article-text: Πληροφοροῦμεν τὴν Κυβέρνησιν ὅτι τὸ χθὲς δίανεμηθὲν φύλλον τοῦ Παρισινοῦ «Χρόνου» τῆς 19)26 Ἀπριλίου περιεῖχε ἐπιστολὴν τὰ κακοηθέστατα ψεύδη τοῦ «Ἐπιρειοῦ Ταχυδρόμου» τοῦ Μιλάνου, τὰ ὁποῖα κατηγγέλλομεν χθὲς, περὶ φανταστικῶν Ἑλληνικῶν ἀτοπημάτων, τὰ ὁποῖα διέπεισε εἰς κυκλοφορίαν τὸ ἐν Παρισίοις Τουρκικὸν γραφεῖον πληροφοριῶν.: [30, 135, 275, 255]
- ad-clinic-hatzantonakis: [772, 1640, 1027, 1863]
- article-text: Ὅσον ἐντονώτερα διεξάγεται ἡ τελευταία διαπραγμάτευσις, τὴν ὁποίαν διεξάγει ὁ Δάνειος Πολιτικὸς Σύλλογος, τόσον περισσότερον πιστεύομεν ὅτι ἡ ἀλήθεια θὰ λάμψῃ. Εἰς τὴν σύσκεψιν τῶν ἀντιπροσώπων συνεζητήθη τὸ ζήτημα τῆς συμμετοχῆς τῶν συλλόγων εἰς τὴν διοίκησιν. Ὁ κ. Προεδρεύων ἐτόνισεν ὅτι εἶναι ἀνάγκη νὰ ληφθοῦν ταχέως ἀποφάσεις καὶ νὰ μὴ ἀφεθῇ τὸ ζήτημα νὰ χρονίσῃ. Ἡ συζήτησις ὑπῆρξε ζωηρὰ καὶ διήρκεσε μέχρι βαθείας νυκτὸς, μέχρις ὅτου ἐλήφθη ἀπόφασις.: [30, 1191, 275, 1352]
- article-text: Δελτίον στρατιωτικῆς καταστάσεως τῆς 19ης Ἀπριλίου. ΒΟΡΕΙΑ ΟΜΑΣ. Οὐδὲν ἀξιοσημείωτον. ΝΟΤΙΑ ΟΜΑΣ. Μικραὶ ἐχθρικαὶ δυνάμεις ἐπιτεθεῖσαι κατὰ τῶν προφυλακῶν ἡμῶν ἀπεκρούσθησαν.: [1316, 824, 1562, 890]
- stadium-col-b: [1036, 1000, 1292, 1603]
- section-subheading: ΟΥΔΕΝ ΑΞΙΟΣΗΜΕΙΩΤΟΝ: [1354, 808, 1524, 824]
- rate-row: Μετὰ 3 ἔτη — 5 ½ ο/ο: [300, 818, 418, 830]
- agents-name: Σ. Π. ΜΟΥΣΟΥΡΗΣ & Λ. Α. ΠΟΛΙΤΗΣ: [107, 2178, 443, 2200]
- news-col-6-lower: [1308, 778, 1570, 2228]
- article-text: Ρουβρίου τῶν συμμαχικῶν στρατευμάτων. Ὁ κ. Λόυδ Τζώρτζ παρατηρεῖ ὅτι ἡ θέσις τῆς Ἀγγλίας δὲν εἶναι εὔκολος, ὑποστηρίζει ὅμως τὰς Γαλλικὰς ἀξιώσεις. Ὁ κ. Μπριὰν εἶπε χαρακτηριστικῶς ὅτι ἡ Γαλλία ἐπὶ τέλους δὲν δύναται νὰ περιμένῃ ἐπ᾽ ἀόριστον. Ἡ Γερμανικὴ Κυβέρνησις ὀφείλει νὰ ἐκπληρώσῃ τὰς ὑποχρεώσεις της. Τὸ ποσὸν τῶν ἀποζημιώσεων θὰ καθορισθῇ ὁριστικῶς ὑπὸ τῆς ἁρμοδίας Ἐπιτροπῆς. Ἐὰν ἡ Γερμανία ἀρνηθῇ, θὰ ἐφαρμοσθοῦν αὐστηρὰ μέτρα. Ὁ κ. Μπριὰν ἀνεκοίνωσεν ὅτι ἡ κλάσις τοῦ 1919 θὰ κληθῇ ὑπὸ τὰ ὅπλα ἐντὸς ὀλίγων ἡμερῶν. Ἡ ἀπόφασις αὕτη προεκάλεσε ζωηρὰν ἐντύπωσιν εἰς τοὺς πολιτικοὺς κύκλους. Ὁ Γερμανικὸς τύπος σχολιάζει δυσμενῶς τὰς συμμαχικὰς ἀποφάσεις καὶ φοβεῖται νέας περιπλοκάς. Ἡ Ἀγγλικὴ γνώμη παρακολουθεῖ μετ᾽ ἐνδιαφέροντος.: [1308, 270, 1570, 512]
- ad-headline: ΨΑΘΕΣ: [351, 1213, 458, 1246]
- ad-text: Χρόνια καὶ πρόσφατα ΒΛΕΝΝΟΡΡΟΙΑΙ, τῶν ἀνδρῶν καὶ γυναικῶν, ΣΥΦΙΛΙΣ, ΔΕΡΜΑΤΙΚΑ, ΕΚΖΕΜΑΤΑ, ΑΙΜΟΡΡΟΙΔΕΣ θεραπεύονται ἀσφαλῶς διὰ τῶν νεωτέρων μεθόδων. Ἰατρεῖον ὁδὸς Πανεπιστημίου 10. Γυναῖκες 3–6 μ.μ.: [540, 1530, 748, 1623]
- ad-corsets: [532, 1143, 756, 1333]
- ad-text: Ἀνακοινοῦται ὅτι κατ᾽ ἀπόφασιν τῆς Γενικῆς Συνελεύσεως τῶν Μετόχων ἐγκριθέντος τοῦ ἰσολογισμοῦ τῆς χρήσεως, διανέμεται μέρισμα εἰς τοὺς κ.κ. μετόχους. Ἡ πληρωμὴ θὰ γίνεται εἰς τὰ γραφεῖα τῆς Ἑταιρείας καθ᾽ ἑκάστην, ὥρας γραφείου.: [300, 369, 509, 462]
- article-text: ΛΟΝΔΙΝΟΝ, 20 Ἀπριλίου. — Τὸ Ἀνώτατον Συμβούλιον ἀπεδέχθη ὁμοφώνως τὰς παραπάνω προτάσεις τῆς Γαλλίας. Ὁ κ. Λόυδ Τζώρτζ καὶ ὁ κόμης Σφόρτσα ἐξέφρασαν τὴν γνώμην ὅτι ἡ κατάληψις τοῦ Ρούρ εἶναι ἀναγκαία. Ἡ συμμαχικὴ ἀπόφασις ἐκοινοποιήθη εἰς τὴν Γερμανίαν.: [772, 413, 1027, 506]
- ad-subtitle: ΝΕΑ ΚΛΙΝΙΚΗ: [1393, 1868, 1485, 1884]
- stadium-col-a: [772, 1000, 1028, 1603]
- ad-text: Ὁδὸς Ἁγ. Κωνσταντίνου. Χειρουργικαὶ ἐπεμβάσεις τῆς ρινὸς καὶ τοῦ λάρυγγος. Δέχεται 10–12 καὶ 4–6.: [1048, 1761, 1287, 1800]
- ad-insurance: [292, 1617, 517, 1673]
- rate-row: Ἐπὶ 6 μῆνας — 4 ο/ο: [300, 776, 410, 788]
- column-rule: [1033, 270, 1035, 770]
- article-text: Ὑφάσματα Εὐρωπαϊκὰ τοῦ ἀρίστου εἴδους τὰ ποιὰ chic κόσμια. ΣΑΡΑΛΑΝΗΣ - ΤΣΟΚΟΠΟΥΛΟΣ: [292, 621, 517, 660]
- article-text: συνεχίζουσα ψευδῆ καὶ ἀπίστευτα ψεύδη περὶ δῆθεν καταπιέσεων. Ἡ Τουρκικὴ Κυβέρνησις ὑποστηρίζει τὰς Βουλγαρικὰς προπαγάνδας. Αἱ ἀρχαὶ ἔλαβον ὅλα τὰ ἀναγκαῖα μέτρα διὰ τὴν ἀσφάλειαν τῆς χώρας καὶ τὴν προστασίαν τῶν κατοίκων.: [1036, 802, 1292, 882]
- ad-subtitle: ΑΓΓΛΙΚΗ ΑΣΦΑΛΕΙΑ ΠΥΡΟΣ: [337, 1640, 472, 1651]
- front-box: [1308, 778, 1570, 962]
- ad-general-bank: [292, 687, 517, 943]
- ad-text: Διαρκὴς παρακαταθήκη ζυμαρικῶν καὶ ἀλεύρων ἐκλεκτῆς ποιότητος. Ἀποστολαὶ εἰς πᾶσαν πόλιν τοῦ Κράτους. Τιμαὶ συναγωνισμοῦ. Πληροφορίαι εἰς τὰ γραφεῖα τοῦ ἐργοστασίου.: [300, 527, 509, 607]
- section-heading: ΚΟΙΝΩΝΙΚΑ: [589, 135, 699, 150]
- article-text: ΑΔΡΙΑΝΟΥΠΟΛΙΣ, 20 Ἀπριλίου. — Ὁ ἐνταῦθα Ἀνταποκριτὴς τοῦ Γενικοῦ Διοικητοῦ ἀνεκοίνωσεν ὅτι εἰς τὰ Βουλγαρικὰ φύλλα ἐδημοσιεύθησαν ψευδεῖς εἰδήσεις περὶ τῆς καταστάσεως τῶν μειονοτήτων ἐν Θράκῃ. Αἱ εἰδήσεις αὗται διαψεύδονται κατηγορηματικῶς.: [772, 802, 1028, 895]
